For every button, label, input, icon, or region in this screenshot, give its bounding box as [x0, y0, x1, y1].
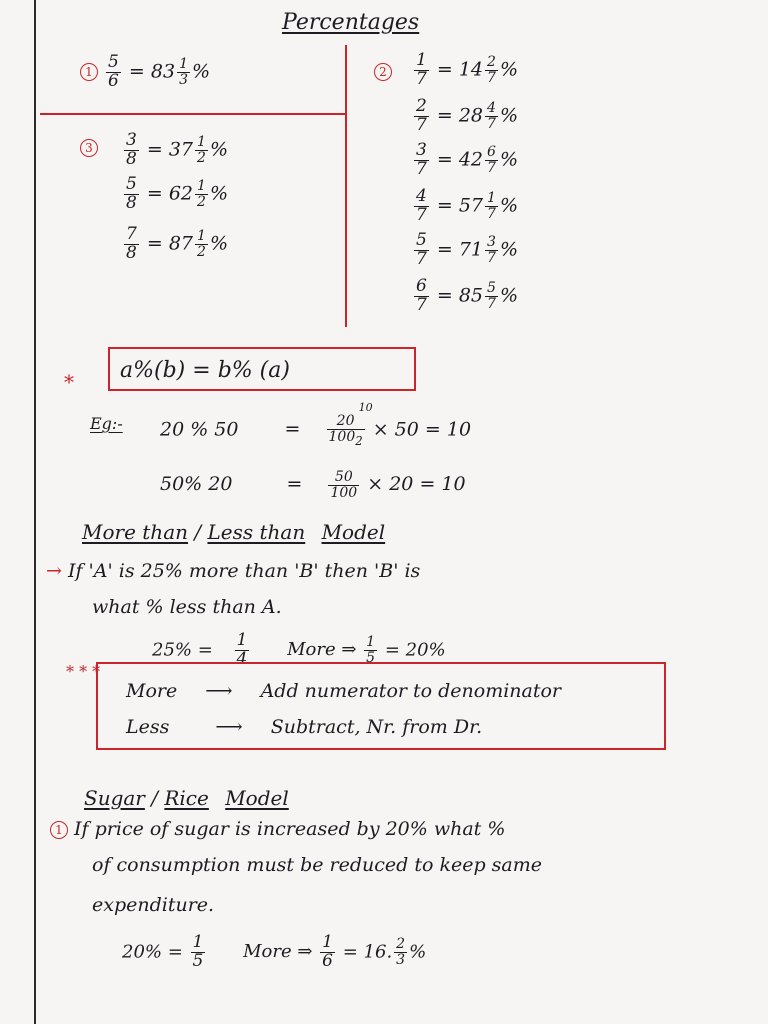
item-3-number — [80, 138, 98, 157]
list-item: $\frac{7}{8}$ = 87 $\frac{1}{2}$ % — [126, 224, 228, 263]
model2-question-line2: of consumption must be reduced to keep same — [92, 854, 543, 876]
example-line-1: 20 % 50 = 10 20 $100_2$ × 50 = 10 — [160, 401, 472, 448]
model2-question: 1 If price of sugar is increased by 20% what % — [50, 820, 505, 839]
item-number: 1 — [50, 821, 68, 839]
list-item: $\frac{2}{7}$ = 28 $\frac{4}{7}$ % — [416, 96, 518, 135]
list-item: $\frac{4}{7}$ = 57 $\frac{1}{7}$ % — [416, 186, 518, 225]
section-divider-horizontal — [40, 113, 346, 115]
model2-question-line3: expenditure. — [92, 894, 215, 916]
rule-more: More ⟶ Add numerator to denominator — [126, 680, 562, 702]
list-item: $\frac{3}{8}$ = 37 $\frac{1}{2}$ % — [126, 130, 228, 169]
model2-heading: Sugar / Rice Model — [84, 786, 289, 810]
formula-text: a%(b) = b% (a) — [120, 358, 290, 383]
model1-heading: More than / Less than Model — [82, 520, 386, 544]
item-number: 2 — [374, 63, 392, 81]
page-margin-line — [34, 0, 36, 1024]
item-2-number — [374, 62, 392, 81]
star-mark: * — [64, 370, 74, 394]
item-number: 1 — [80, 63, 98, 81]
star-marks: * * * — [66, 662, 101, 681]
model1-question: → If 'A' is 25% more than 'B' then 'B' is — [46, 560, 421, 582]
list-item: $\frac{6}{7}$ = 85 $\frac{5}{7}$ % — [416, 276, 518, 315]
model1-calc: 25% = $\frac{1}{4}$ More ⇒ $\frac{1}{5}$ = 20% — [152, 630, 446, 669]
rule-less: Less ⟶ Subtract, Nr. from Dr. — [126, 716, 483, 738]
model2-calc: 20% = $\frac{1}{5}$ More ⇒ $\frac{1}{6}$ = 16. $\frac{2}{3}$ % — [122, 932, 427, 971]
list-item: $\frac{1}{7}$ = 14 $\frac{2}{7}$ % — [416, 50, 518, 89]
section-divider-vertical — [345, 45, 347, 327]
list-item: $\frac{3}{7}$ = 42 $\frac{6}{7}$ % — [416, 140, 518, 179]
fraction: $\frac{5}{6}$ — [108, 52, 119, 91]
arrow-icon: → — [46, 560, 62, 582]
fraction: $\frac{1}{3}$ — [179, 56, 188, 88]
item-number: 3 — [80, 139, 98, 157]
model1-question-line2: what % less than A. — [92, 596, 282, 618]
page-title: Percentages — [282, 10, 420, 35]
item-1: 1 $\frac{5}{6}$ = 83 $\frac{1}{3}$ % — [80, 54, 210, 91]
example-line-2: 50% 20 = $\frac{50}{100}$ × 20 = 10 — [160, 469, 466, 501]
list-item: $\frac{5}{8}$ = 62 $\frac{1}{2}$ % — [126, 174, 228, 213]
example-label: Eg:- — [90, 414, 123, 433]
list-item: $\frac{5}{7}$ = 71 $\frac{3}{7}$ % — [416, 230, 518, 269]
